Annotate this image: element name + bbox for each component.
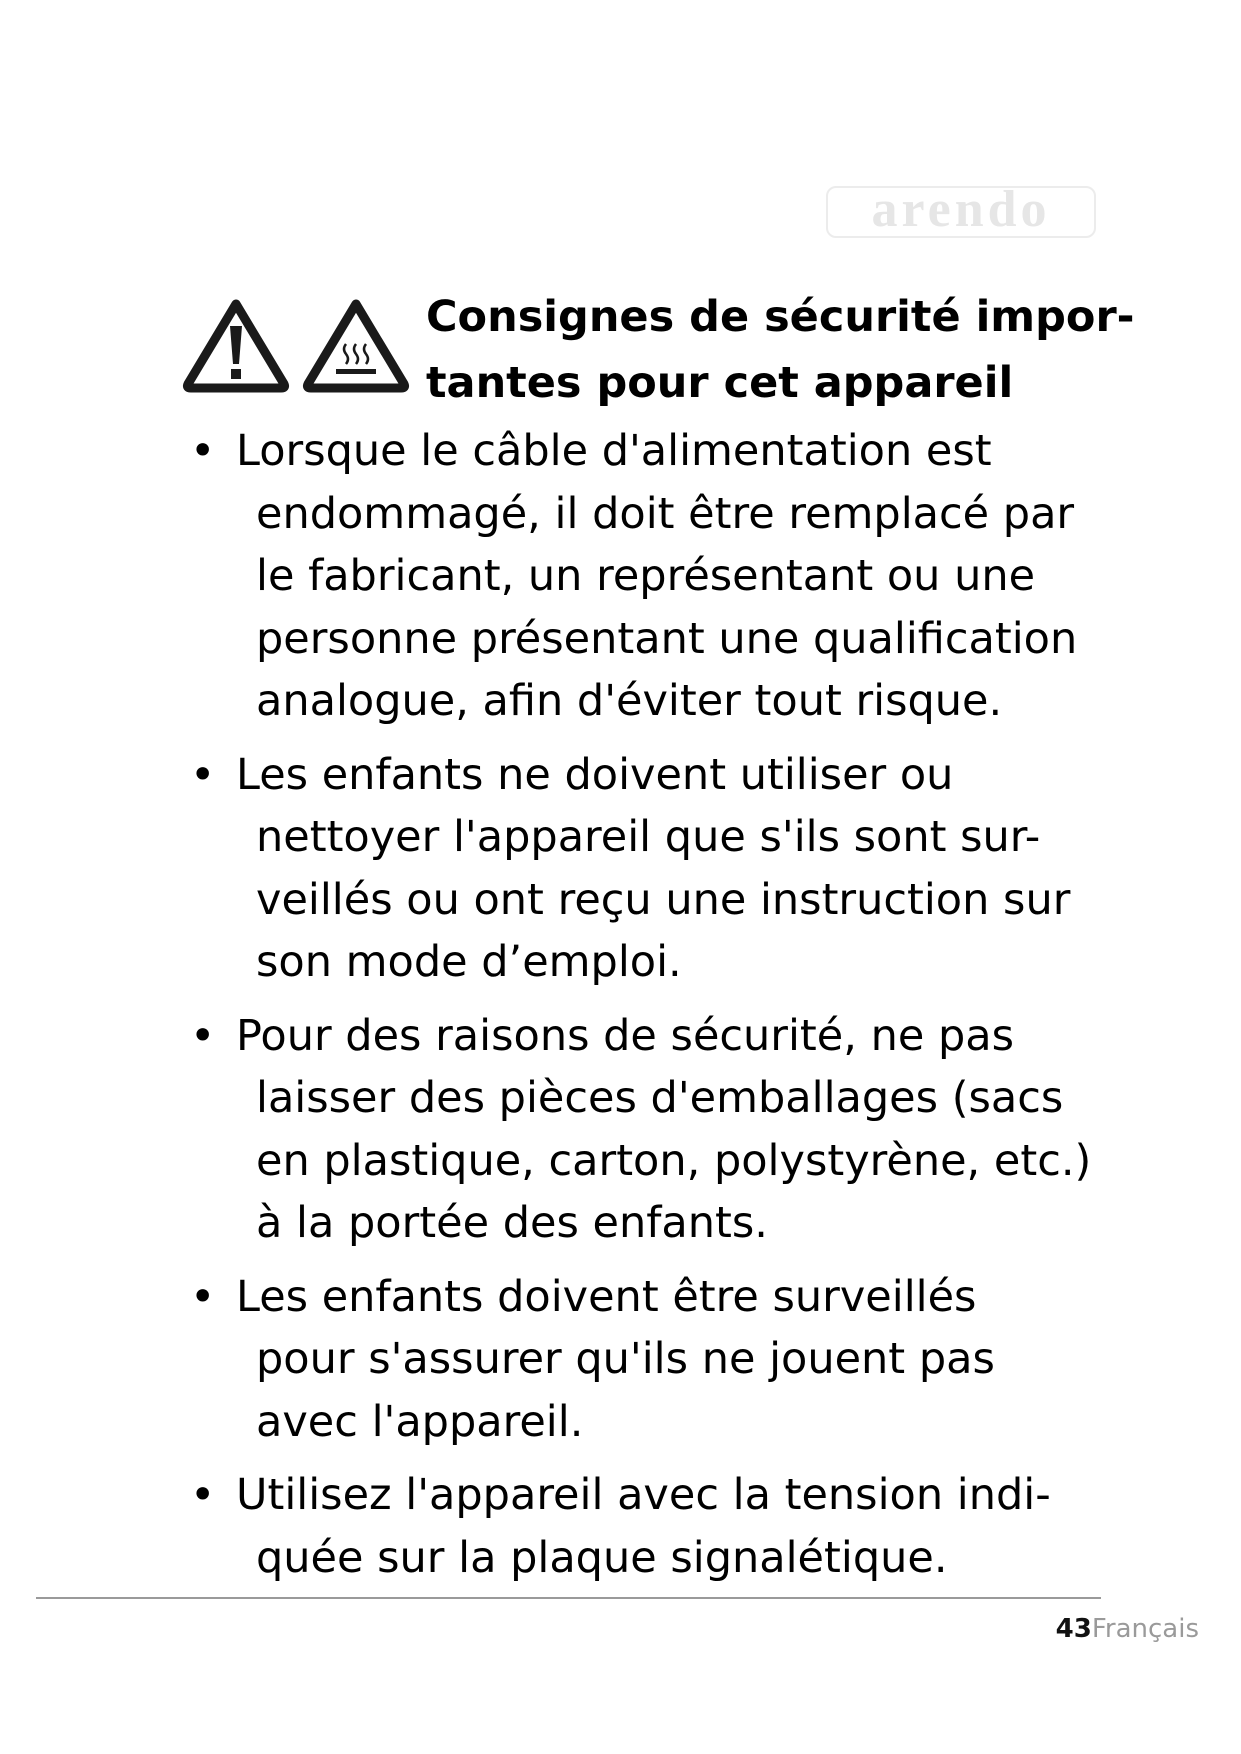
item-text: le fabricant, un représentant ou une — [256, 551, 1036, 601]
list-item — [180, 1005, 1140, 1255]
bullet: • — [190, 1010, 216, 1061]
list-item — [180, 1266, 1140, 1454]
bullet: • — [190, 749, 216, 800]
hot-surface-icon — [300, 296, 412, 394]
item-text: quée sur la plaque signalétique. — [256, 1532, 948, 1583]
item-text: avec l'appareil. — [256, 1396, 584, 1447]
item-text: à la portée des enfants. — [256, 1198, 768, 1248]
bullet: • — [190, 1271, 216, 1322]
item-text: en plastique, carton, polystyrène, etc.) — [256, 1135, 1092, 1186]
safety-instructions-list — [180, 420, 1140, 1600]
list-item — [180, 420, 1140, 733]
list-item — [180, 1464, 1140, 1589]
bullet: • — [190, 426, 216, 476]
item-text: Les enfants doivent être surveillés — [236, 1271, 977, 1322]
page-footer — [1056, 1612, 1199, 1646]
page-number: 43 — [1055, 1614, 1092, 1644]
list-item — [180, 744, 1140, 994]
language-label: Français — [1091, 1614, 1199, 1644]
item-text: Pour des raisons de sécurité, ne pas — [236, 1010, 1015, 1061]
item-text: analogue, afin d'éviter tout risque. — [256, 676, 1003, 726]
title-line: tantes pour cet appareil — [426, 358, 1014, 408]
item-text: pour s'assurer qu'ils ne jouent pas — [256, 1334, 995, 1384]
item-text: son mode d’emploi. — [256, 937, 682, 987]
item-text: laisser des pièces d'emballages (sacs — [256, 1073, 1064, 1123]
warning-icon — [180, 296, 292, 394]
item-text: veillés ou ont reçu une instruction sur — [256, 874, 1071, 925]
title-line: Consignes de sécurité impor- — [426, 292, 1135, 342]
item-text: nettoyer l'appareil que s'ils sont sur- — [256, 812, 1041, 862]
item-text: Les enfants ne doivent utiliser ou — [236, 749, 954, 800]
section-title — [426, 284, 1135, 416]
item-text: Utilisez l'appareil avec la tension indi- — [236, 1470, 1051, 1520]
safety-icons — [180, 296, 412, 396]
item-text: Lorsque le câble d'alimentation est — [236, 426, 992, 476]
footer-divider — [36, 1597, 1101, 1599]
item-text: personne présentant une qualification — [256, 613, 1078, 664]
bullet: • — [190, 1470, 216, 1520]
brand-logo: arendo — [826, 186, 1096, 238]
item-text: endommagé, il doit être remplacé par — [256, 488, 1075, 539]
